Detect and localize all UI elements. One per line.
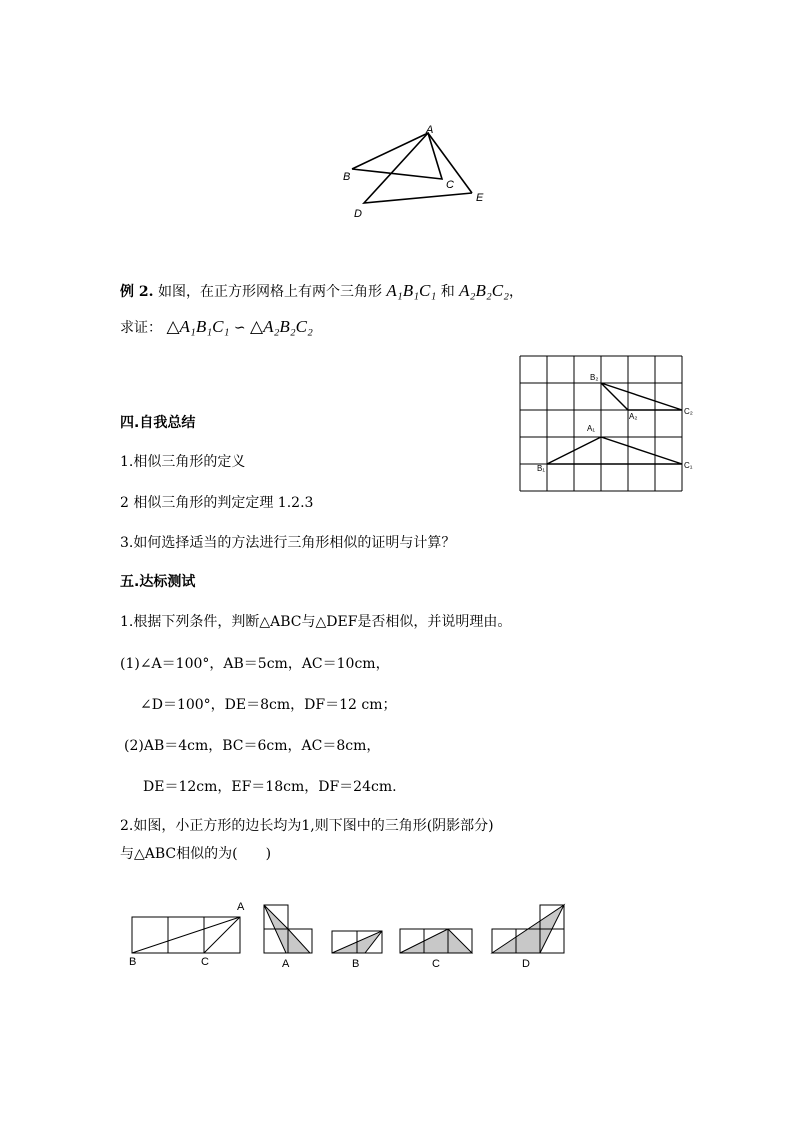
comma: ， — [509, 284, 523, 300]
q2-line-2: 与△ABC相似的为( ) — [120, 846, 272, 862]
triangle-abc — [352, 133, 442, 179]
q1-line-4: DE＝12cm，EF＝18cm，DF＝24cm. — [143, 779, 397, 795]
prove-right: △A₂B₂C₂ — [250, 317, 313, 336]
option-b-figure — [332, 931, 382, 953]
label-c: C — [446, 179, 454, 191]
main-label-c: C — [201, 956, 209, 968]
prove-line — [120, 318, 313, 337]
label-a2: A₂ — [629, 412, 638, 421]
and-text: 和 — [440, 284, 455, 300]
prove-label: 求证： — [120, 320, 162, 336]
label-a1: A₁ — [587, 424, 596, 433]
label-d: D — [354, 208, 362, 220]
q1-stem: 1.根据下列条件，判断△ABC与△DEF是否相似，并说明理由。 — [120, 614, 512, 630]
bottom-figures — [0, 895, 794, 975]
triangle-a2b2c2-shape — [601, 383, 682, 410]
label-e: E — [476, 192, 484, 204]
section4-item-3: 3.如何选择适当的方法进行三角形相似的证明与计算？ — [120, 535, 456, 551]
q2-line-1: 2.如图，小正方形的边长均为1,则下图中的三角形(阴影部分) — [120, 818, 494, 834]
example2-dot: . — [148, 284, 154, 300]
label-b: B — [343, 171, 351, 183]
option-label-b: B — [352, 958, 360, 970]
option-d-figure — [492, 905, 564, 953]
section5-heading: 五.达标测试 — [120, 574, 196, 590]
option-c-figure — [400, 929, 472, 953]
figure-triangles-top — [340, 125, 490, 225]
example2-line — [120, 282, 523, 301]
triangle-a2b2c2: A₂B₂C₂ — [459, 281, 509, 300]
label-c2: C₂ — [684, 407, 693, 416]
example2-text: 如图，在正方形网格上有两个三角形 — [157, 284, 382, 300]
label-a: A — [426, 124, 434, 136]
prove-left: △A₁B₁C₁ — [166, 317, 230, 336]
section4-heading: 四.自我总结 — [120, 415, 196, 431]
option-a-figure — [264, 905, 312, 953]
q1-line-2: ∠D＝100°，DE＝8cm，DF＝12 cm； — [140, 697, 397, 713]
similar-sign: ∽ — [233, 320, 246, 336]
label-b2: B₂ — [590, 373, 599, 382]
grid-figure — [520, 356, 710, 496]
section4-item-2: 2 相似三角形的判定定理 1.2.3 — [120, 495, 314, 511]
q1-line-3: (2)AB＝4cm，BC＝6cm，AC＝8cm， — [124, 738, 381, 754]
main-label-a: A — [237, 901, 245, 913]
main-figure-abc — [132, 917, 240, 953]
example2-prefix: 例 2 — [120, 284, 149, 300]
option-label-c: C — [432, 958, 440, 970]
triangle-a1b1c1: A₁B₁C₁ — [386, 281, 437, 300]
main-label-b: B — [129, 956, 137, 968]
section4-item-1: 1.相似三角形的定义 — [120, 454, 246, 470]
triangle-a1b1c1-shape — [547, 437, 682, 464]
label-c1: C₁ — [684, 461, 693, 470]
label-b1: B₁ — [537, 464, 546, 473]
option-label-a: A — [282, 958, 290, 970]
option-label-d: D — [522, 958, 530, 970]
triangle-ade — [364, 133, 472, 203]
q1-line-1: (1)∠A＝100°，AB＝5cm，AC＝10cm， — [120, 656, 390, 672]
